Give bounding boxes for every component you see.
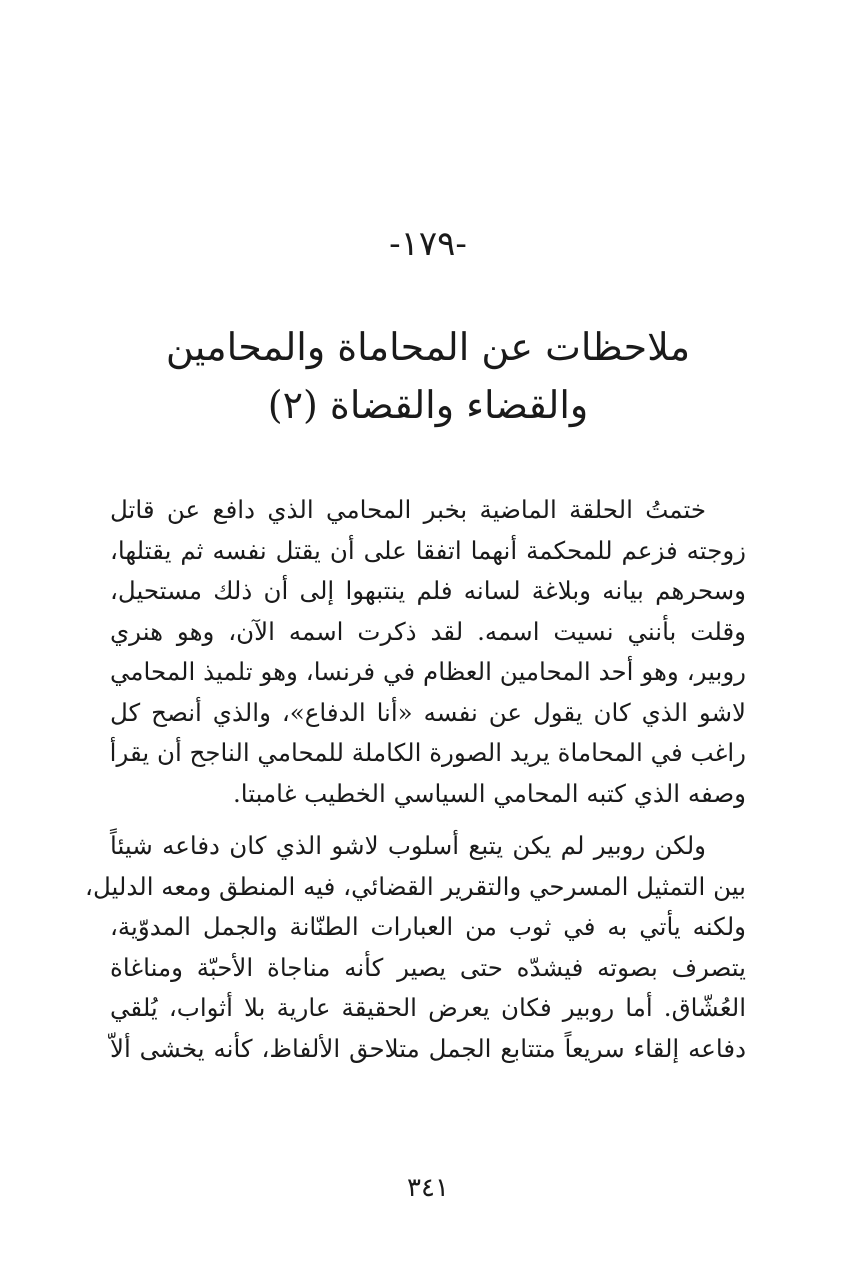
body-text xyxy=(85,490,746,1069)
text-line: وسحرهم بيانه وبلاغة لسانه فلم ينتبهوا إلى أن ذلك مستحيل، xyxy=(110,576,746,605)
text-line: العُشّاق. أما روبير فكان يعرض الحقيقة عارية بلا أثواب، يُلقي xyxy=(110,993,746,1022)
text-line: ولكن روبير لم يكن يتبع أسلوب لاشو الذي كان دفاعه شيئاً xyxy=(110,831,706,860)
title-line-1: ملاحظات عن المحاماة والمحامين xyxy=(165,325,691,369)
paragraph-2 xyxy=(85,826,746,1069)
text-line: راغب في المحاماة يريد الصورة الكاملة للمحامي الناجح أن يقرأ xyxy=(109,738,746,767)
chapter-number: -١٧٩- xyxy=(389,224,467,264)
text-line: روبير، وهو أحد المحامين العظام في فرنسا، وهو تلميذ المحامي xyxy=(110,657,746,686)
text-line: لاشو الذي كان يقول عن نفسه «أنا الدفاع»، والذي أنصح كل xyxy=(110,697,746,727)
paragraph-1 xyxy=(110,490,746,814)
text-line: دفاعه إلقاء سريعاً متتابع الجمل متلاحق الألفاظ، كأنه يخشى ألاّ xyxy=(110,1033,746,1063)
page-number: ٣٤١ xyxy=(407,1173,449,1203)
text-line: يتصرف بصوته فيشدّه حتى يصير كأنه مناجاة الأحبّة ومناغاة xyxy=(110,952,746,982)
text-line: وقلت بأنني نسيت اسمه. لقد ذكرت اسمه الآن، وهو هنري xyxy=(110,616,746,646)
title-line-2: والقضاء والقضاة (٢) xyxy=(267,383,589,427)
text-line: بين التمثيل المسرحي والتقرير القضائي، فيه المنطق ومعه الدليل، xyxy=(85,871,746,901)
text-line: وصفه الذي كتبه المحامي السياسي الخطيب غامبتا. xyxy=(232,778,746,808)
chapter-title xyxy=(120,318,736,434)
text-line: ختمتُ الحلقة الماضية بخبر المحامي الذي دافع عن قاتل xyxy=(110,495,706,524)
text-line: زوجته فزعم للمحكمة أنهما اتفقا على أن يقتل نفسه ثم يقتلها، xyxy=(110,535,746,565)
text-line: ولكنه يأتي به في ثوب من العبارات الطنّانة والجمل المدوّية، xyxy=(110,912,746,941)
paragraph-gap xyxy=(110,814,746,826)
